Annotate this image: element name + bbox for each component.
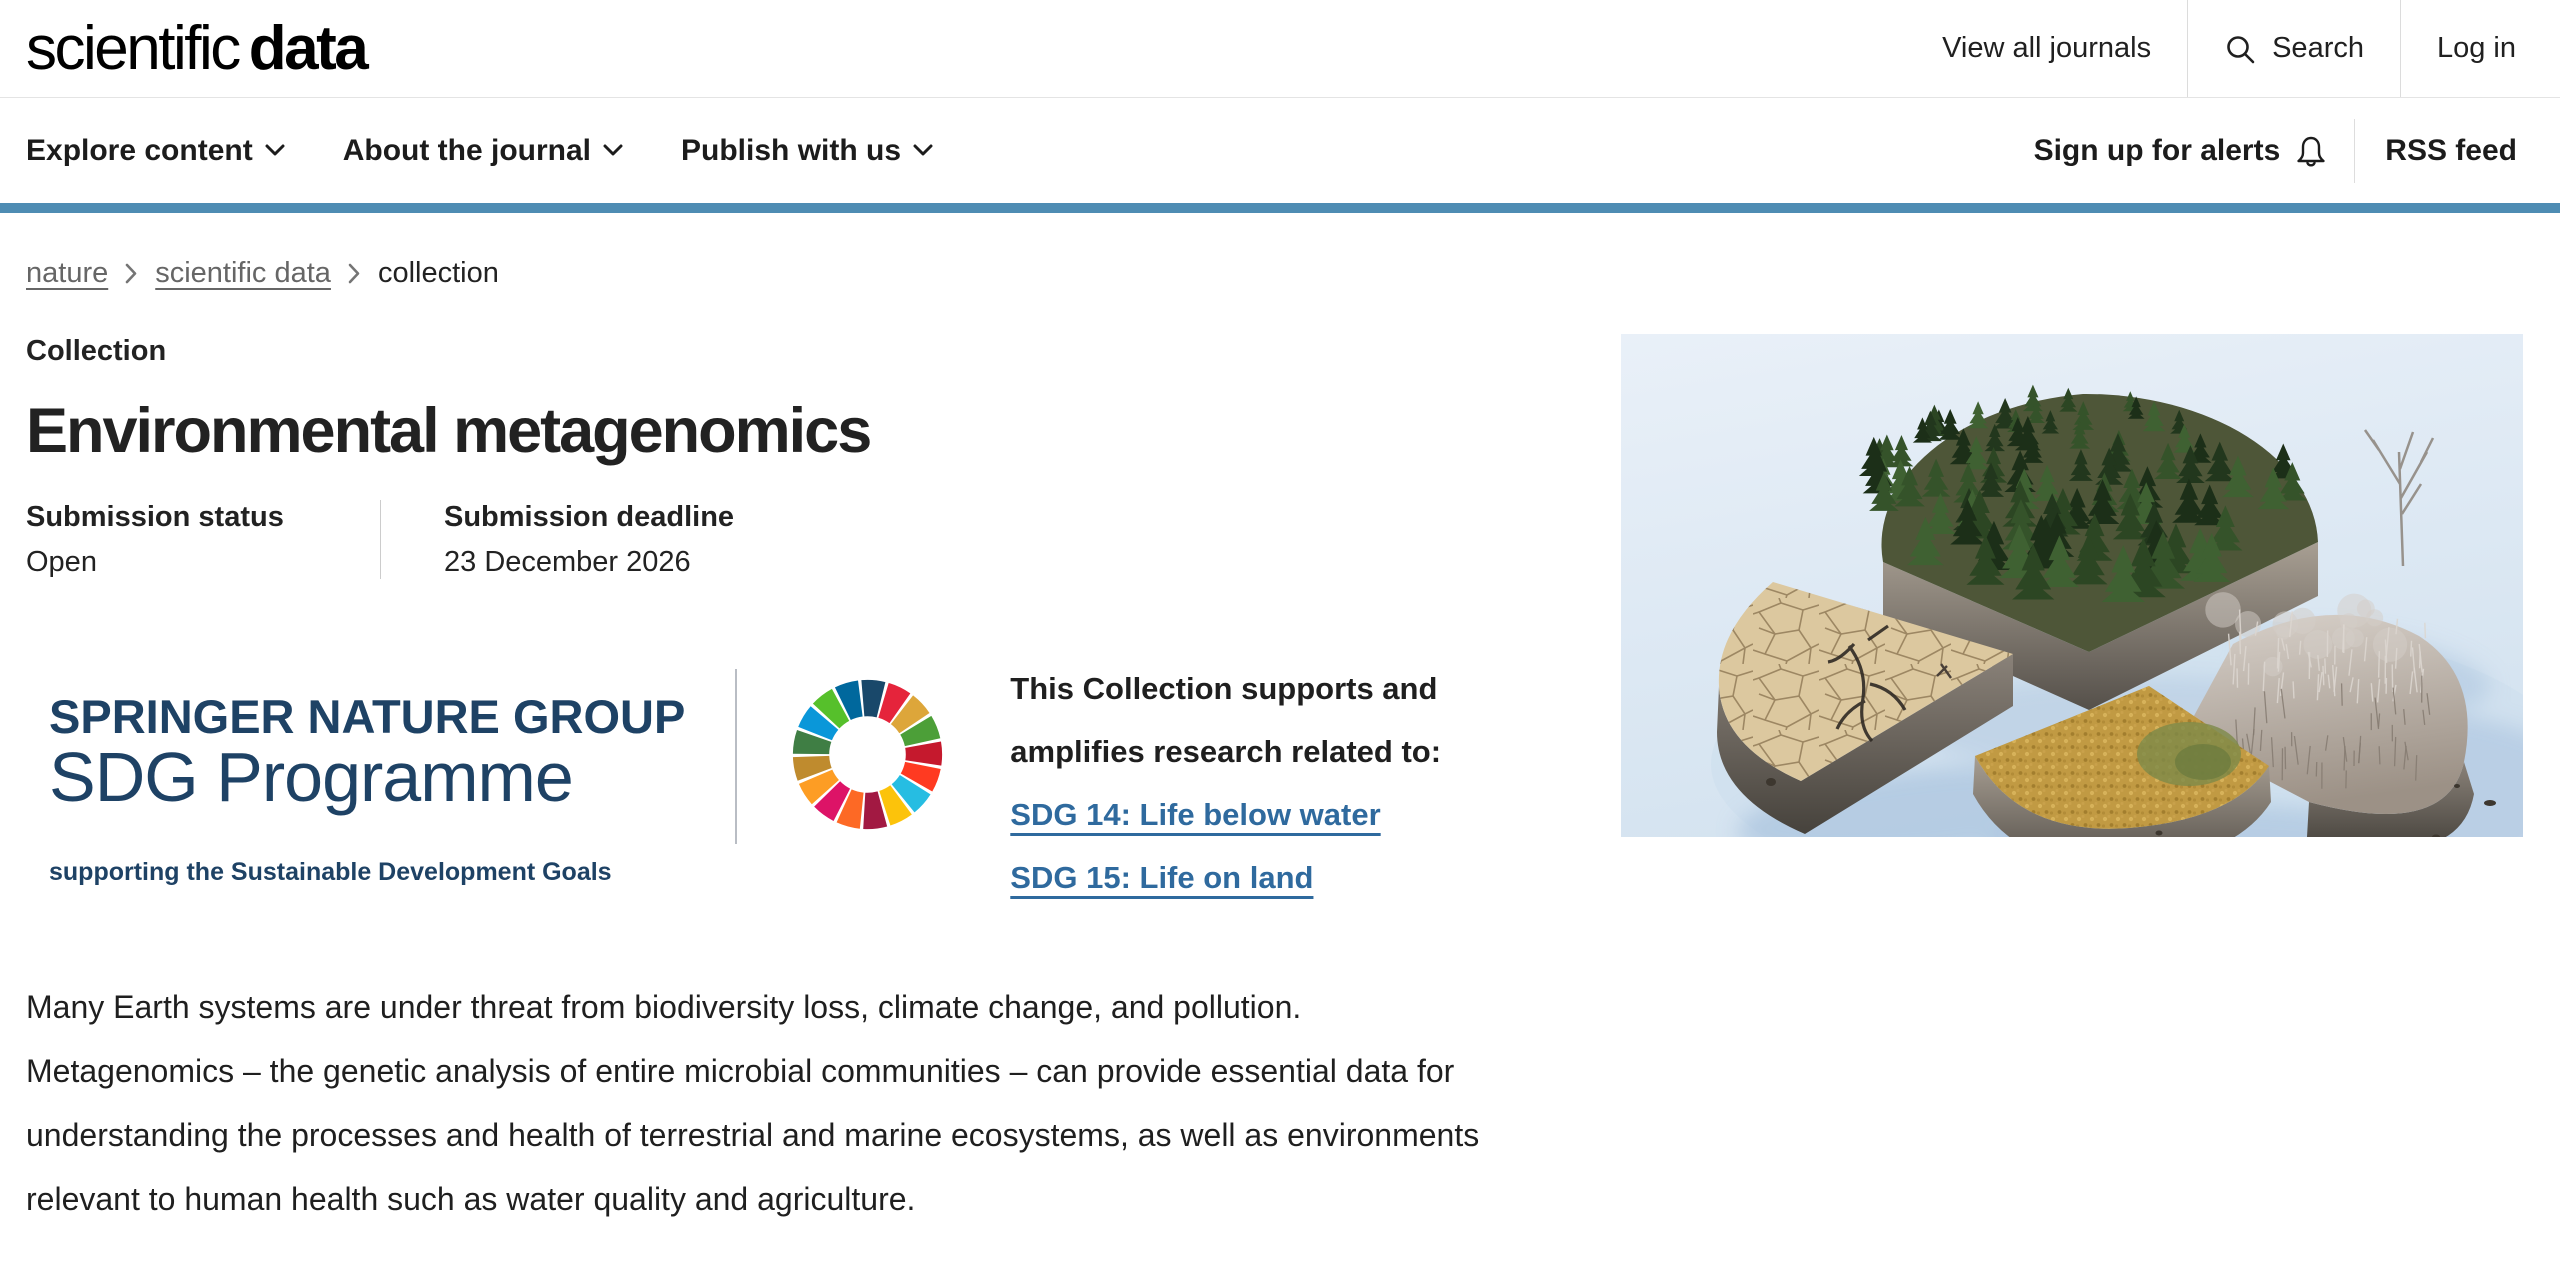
chevron-down-icon <box>913 144 933 157</box>
search-button[interactable] <box>2188 0 2400 97</box>
nav-publish-with-us[interactable]: Publish with us <box>681 134 933 168</box>
submission-status-label: Submission status <box>26 500 380 534</box>
search-icon <box>2224 33 2256 65</box>
logo-word-bold: data <box>249 13 366 84</box>
sdg-logo-org: SPRINGER NATURE GROUP <box>49 693 685 740</box>
header-links <box>1906 0 2560 97</box>
submission-deadline-value: 23 December 2026 <box>444 545 734 579</box>
nav-about-journal[interactable]: About the journal <box>343 134 623 168</box>
journal-navbar <box>0 98 2560 213</box>
sdg15-link[interactable]: SDG 15: Life on land <box>1010 846 1555 909</box>
view-all-journals-link[interactable]: View all journals <box>1906 0 2187 97</box>
sdg-wheel-icon <box>787 674 948 835</box>
sdg-logo-divider <box>735 669 737 844</box>
signup-alerts-link[interactable]: Sign up for alerts <box>2034 134 2328 168</box>
submission-info <box>26 500 1556 579</box>
springer-nature-sdg-logo <box>49 669 685 887</box>
logo-word-light: scientific <box>26 13 239 84</box>
chevron-right-icon <box>125 262 138 285</box>
collection-kicker: Collection <box>26 334 1556 368</box>
sdg-programme-banner <box>26 669 1556 909</box>
search-label: Search <box>2272 32 2364 65</box>
collection-hero-image <box>1621 334 2523 837</box>
login-link[interactable]: Log in <box>2401 0 2560 97</box>
breadcrumb <box>26 257 2523 290</box>
page-title: Environmental metagenomics <box>26 394 1556 468</box>
breadcrumb-collection: collection <box>378 257 499 290</box>
journal-logo[interactable] <box>26 0 366 97</box>
chevron-down-icon <box>265 144 285 157</box>
sdg-logo-programme: SDG Programme <box>49 740 685 814</box>
top-header <box>0 0 2560 98</box>
nav-explore-content[interactable]: Explore content <box>26 134 285 168</box>
collection-description: Many Earth systems are under threat from biodiversity loss, climate change, and pollution. Metagenomics – the genetic analysis of entire microbial communities – can provide essential data for understanding the processes and health of terrestrial and marine ecosystems, as well as environments relevant to human health such as water quality and agriculture. <box>26 975 1496 1231</box>
nav-divider <box>2354 119 2355 183</box>
main-content <box>0 257 2560 1263</box>
submission-status-value: Open <box>26 545 380 579</box>
bell-icon <box>2295 134 2327 168</box>
chevron-down-icon <box>603 144 623 157</box>
breadcrumb-nature[interactable]: nature <box>26 257 108 290</box>
submission-deadline-label: Submission deadline <box>444 500 734 534</box>
sdg14-link[interactable]: SDG 14: Life below water <box>1010 783 1555 846</box>
sdg-logo-tagline: supporting the Sustainable Development Goals <box>49 858 685 887</box>
breadcrumb-scientific-data[interactable]: scientific data <box>155 257 331 290</box>
chevron-right-icon <box>348 262 361 285</box>
rss-feed-link[interactable]: RSS feed <box>2385 134 2517 168</box>
sdg-supports-block <box>1010 657 1555 909</box>
sdg-supports-text: This Collection supports and amplifies research related to: <box>1010 657 1555 783</box>
